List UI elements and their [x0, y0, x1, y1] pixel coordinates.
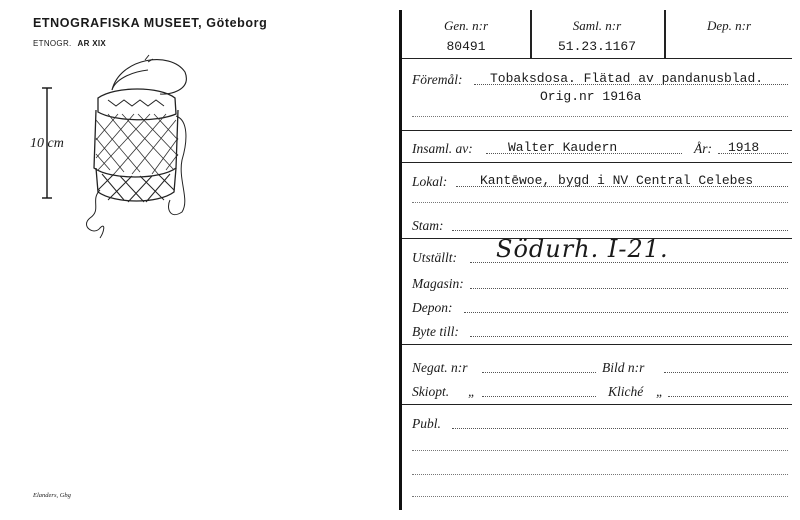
dotted-line — [482, 372, 596, 373]
saml-value: 51.23.1167 — [557, 39, 636, 54]
saml-cell — [532, 10, 662, 58]
stam-row — [412, 214, 788, 234]
section-rule — [402, 130, 792, 131]
dotted-line — [452, 230, 788, 231]
ar-value: 1918 — [728, 140, 760, 155]
dotted-line — [464, 312, 788, 313]
etnogr-label: ETNOGR. — [33, 39, 72, 48]
dep-label: Dep. n:r — [706, 18, 752, 33]
skiopt-row — [412, 380, 788, 400]
number-header — [402, 10, 792, 59]
skiopt-label: Skiopt. — [412, 384, 450, 399]
dotted-line — [412, 450, 788, 451]
dotted-line — [664, 372, 788, 373]
dotted-line — [412, 474, 788, 475]
scale-label: 10 cm — [30, 136, 64, 151]
etnogr-line — [33, 39, 106, 48]
stam-label: Stam: — [412, 218, 444, 233]
byte-row — [412, 320, 788, 340]
ar-label: År: — [694, 141, 712, 156]
publ-row — [412, 412, 788, 432]
byte-label: Byte till: — [412, 324, 459, 339]
foremal-label: Föremål: — [412, 72, 463, 87]
dotted-line — [412, 116, 788, 117]
dep-cell — [666, 10, 792, 58]
kliche-ditto: „ — [656, 384, 664, 399]
gen-cell — [402, 10, 530, 58]
section-rule — [402, 404, 792, 405]
foremal-row-2 — [412, 86, 788, 106]
dotted-line — [412, 496, 788, 497]
gen-value: 80491 — [446, 39, 486, 54]
negat-label: Negat. n:r — [412, 360, 468, 375]
dotted-line — [452, 428, 788, 429]
dotted-line — [668, 396, 788, 397]
museum-name: ETNOGRAFISKA MUSEET, Göteborg — [33, 16, 268, 30]
kliche-label: Kliché — [608, 384, 644, 399]
depon-label: Depon: — [412, 300, 453, 315]
skiopt-ditto: „ — [468, 384, 476, 399]
magasin-row — [412, 272, 788, 292]
insaml-row — [412, 137, 788, 157]
dotted-line — [482, 396, 596, 397]
insaml-value: Walter Kaudern — [508, 140, 618, 155]
depon-row — [412, 296, 788, 316]
insaml-label: Insaml. av: — [412, 141, 473, 156]
etnogr-code: AR XIX — [77, 39, 107, 48]
section-rule — [402, 162, 792, 163]
bild-label: Bild n:r — [602, 360, 645, 375]
utstallt-label: Utställt: — [412, 250, 458, 265]
foremal-value-2: Orig.nr 1916a — [540, 89, 642, 104]
publ-label: Publ. — [412, 416, 441, 431]
section-rule — [402, 344, 792, 345]
foremal-value: Tobaksdosa. Flätad av pandanusblad. — [490, 71, 764, 86]
negat-row — [412, 356, 788, 376]
utstallt-handwritten-value: Södurh. I-21. — [496, 235, 669, 263]
lokal-label: Lokal: — [412, 174, 448, 189]
dotted-line — [470, 336, 788, 337]
saml-label: Saml. n:r — [572, 18, 622, 33]
foremal-row — [412, 68, 788, 88]
printer-imprint: Elanders, Gbg — [33, 492, 71, 499]
tobacco-box-drawing — [20, 50, 200, 280]
magasin-label: Magasin: — [412, 276, 464, 291]
lokal-value: Kantēwoe, bygd i NV Central Celebes — [480, 173, 754, 188]
gen-label: Gen. n:r — [443, 18, 489, 33]
lokal-row — [412, 170, 788, 190]
dotted-line — [412, 202, 788, 203]
dotted-line — [470, 288, 788, 289]
